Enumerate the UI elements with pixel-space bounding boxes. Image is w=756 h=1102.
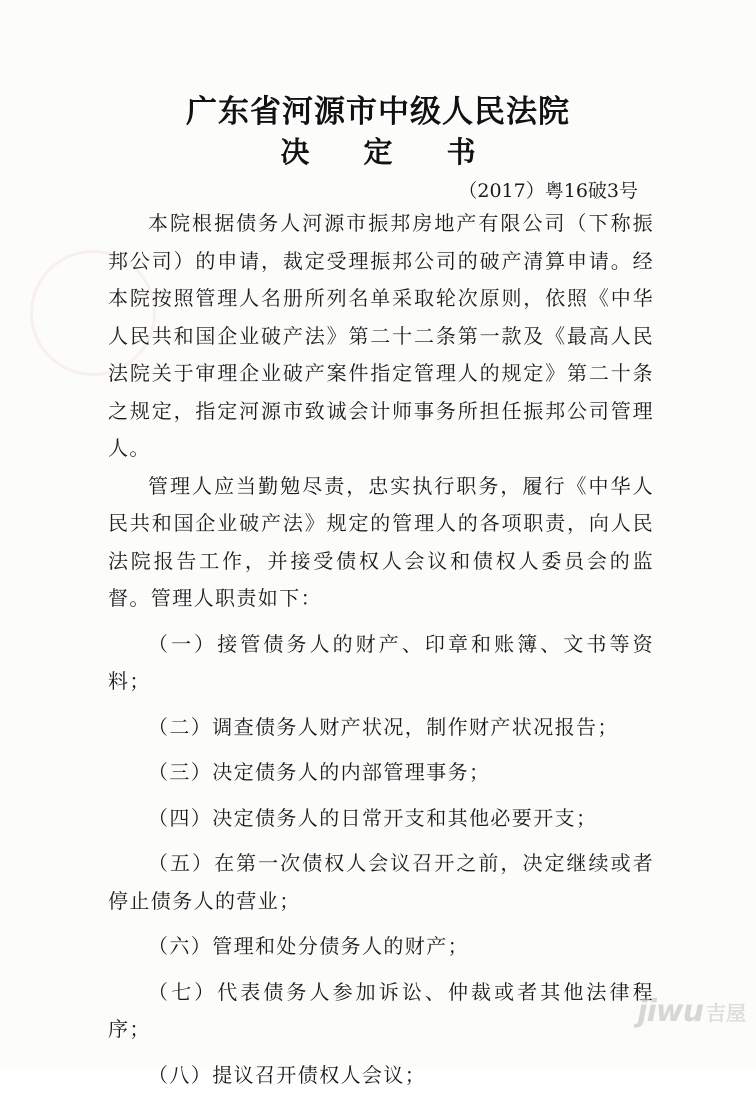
paragraph-duties-intro: 管理人应当勤勉尽责，忠实执行职务，履行《中华人民共和国企业破产法》规定的管理人的各项职责，向人民法院报告工作，并接受债权人会议和债权人委员会的监督。管理人职责如下： bbox=[108, 473, 654, 610]
case-number: （2017）粤16破3号 bbox=[458, 180, 638, 202]
watermark-logo: jiwu bbox=[637, 994, 703, 1029]
duty-item: （三）决定债务人的内部管理事务； bbox=[148, 760, 491, 784]
duty-item: （四）决定债务人的日常开支和其他必要开支； bbox=[148, 805, 598, 830]
document-body bbox=[108, 205, 654, 1102]
duty-list bbox=[108, 626, 654, 1095]
site-watermark bbox=[637, 994, 746, 1029]
watermark-brand: 吉屋 bbox=[706, 1001, 746, 1025]
duty-item: （二）调查债务人财产状况，制作财产状况报告； bbox=[148, 714, 619, 739]
duty-item: （六）管理和处分债务人的财产； bbox=[148, 934, 469, 958]
court-name-heading: 广东省河源市中级人民法院 bbox=[186, 94, 570, 130]
document-type-heading: 决 定 书 bbox=[280, 135, 498, 169]
duty-item: （八）提议召开债权人会议； bbox=[148, 1062, 427, 1087]
duty-item: （一）接管债务人的财产、印章和账簿、文书等资料； bbox=[108, 631, 654, 693]
duty-item: （七）代表债务人参加诉讼、仲裁或者其他法律程序； bbox=[108, 979, 654, 1041]
paragraph-appointment: 本院根据债务人河源市振邦房地产有限公司（下称振邦公司）的申请，裁定受理振邦公司的破产清算申请。经本院按照管理人名册所列名单采取轮次原则，依照《中华人民共和国企业破产法》第二十二条第一款及《最高人民法院关于审理企业破产案件指定管理人的规定》第二十条之规定，指定河源市致诚会计师事务所担任振邦公司管理人。 bbox=[108, 211, 654, 460]
duty-item: （五）在第一次债权人会议召开之前，决定继续或者停止债务人的营业； bbox=[108, 851, 654, 913]
